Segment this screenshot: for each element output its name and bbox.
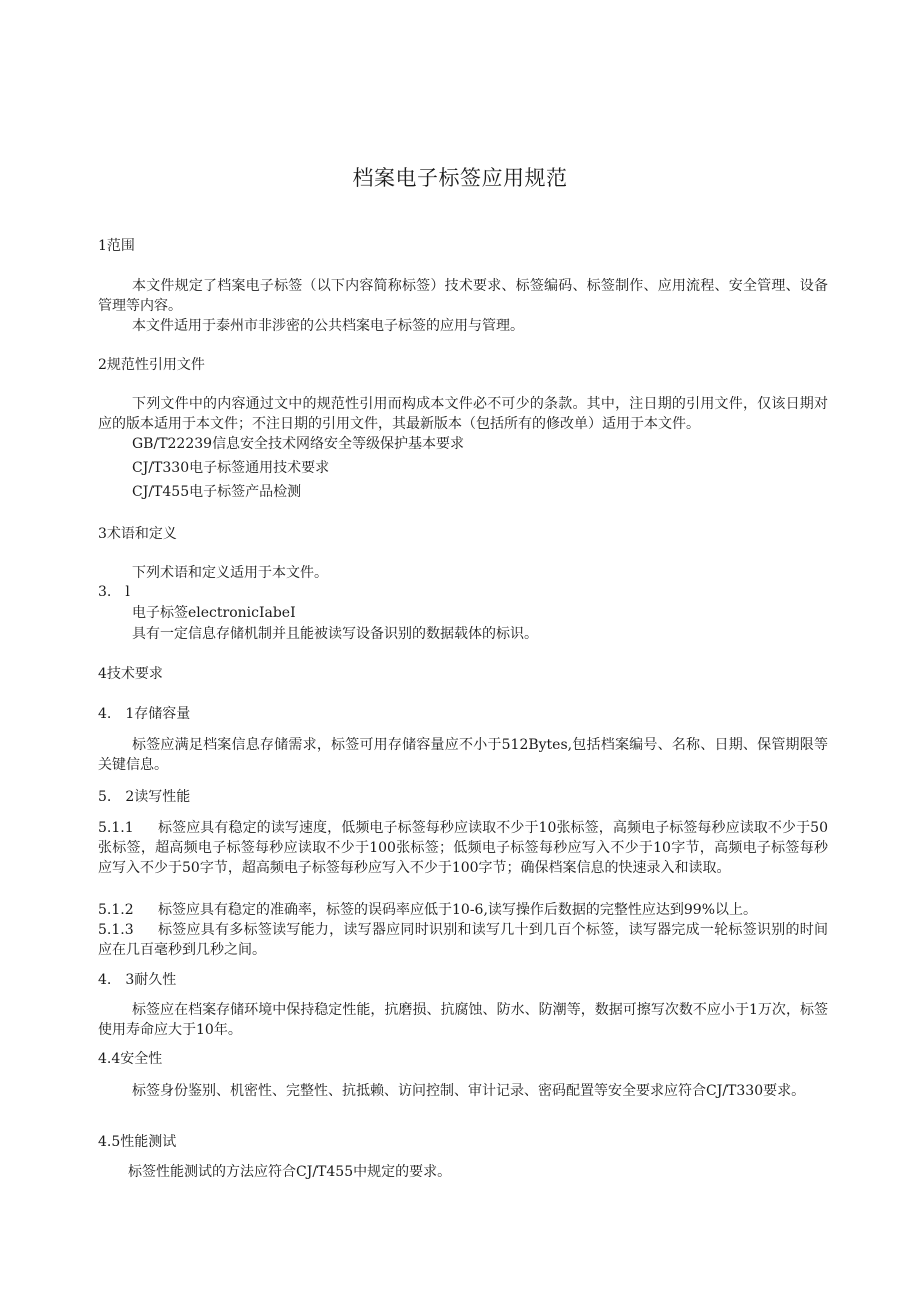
- section-4-4-heading: 4.4安全性: [98, 1051, 163, 1067]
- section-4-5-heading: 4.5性能测试: [98, 1134, 177, 1150]
- clause-number: 5.1.1: [98, 820, 134, 836]
- section-2-paragraph-1: 下列文件中的内容通过文中的规范性引用而构成本文件必不可少的条款。其中，注日期的引用文件，仅该日期对应的版本适用于本文件；不注日期的引用文件，其最新版本（包括所有的修改单）适用于本文件。: [98, 396, 828, 432]
- section-4-1-heading: 4. 1存储容量: [98, 706, 191, 722]
- section-1-heading: 1范围: [98, 238, 135, 254]
- document-title: 档案电子标签应用规范: [352, 166, 568, 190]
- section-3-paragraph-1: 下列术语和定义适用于本文件。: [132, 565, 328, 581]
- section-4-5-paragraph: 标签性能测试的方法应符合CJ/T455中规定的要求。: [128, 1164, 452, 1180]
- clause-5-1-3: [98, 920, 828, 960]
- clause-number: 5.1.3: [98, 922, 134, 938]
- reference-item: CJ/T455电子标签产品检测: [132, 484, 302, 500]
- clause-number: 5.1.2: [98, 902, 134, 918]
- section-4-heading: 4技术要求: [98, 666, 163, 682]
- section-1-paragraph-2: 本文件适用于泰州市非涉密的公共档案电子标签的应用与管理。: [132, 318, 524, 334]
- term-name: 电子标签electronicIabeI: [132, 605, 296, 621]
- section-2-heading: 2规范性引用文件: [98, 357, 205, 373]
- section-1-paragraph-1: 本文件规定了档案电子标签（以下内容简称标签）技术要求、标签编码、标签制作、应用流程、安全管理、设备管理等内容。: [98, 278, 828, 314]
- section-4-3-paragraph: 标签应在档案存储环境中保持稳定性能，抗磨损、抗腐蚀、防水、防潮等，数据可擦写次数不应小于1万次，标签使用寿命应大于10年。: [98, 1002, 828, 1038]
- reference-item: CJ/T330电子标签通用技术要求: [132, 460, 330, 476]
- section-4-3-heading: 4. 3耐久性: [98, 972, 177, 988]
- clause-5-1-1: [98, 818, 828, 878]
- section-4-4-paragraph: 标签身份鉴别、机密性、完整性、抗抵赖、访问控制、审计记录、密码配置等安全要求应符合CJ/T330要求。: [132, 1083, 806, 1099]
- term-number: 3. l: [98, 584, 130, 600]
- term-definition: 具有一定信息存储机制并且能被读写设备识别的数据载体的标识。: [132, 626, 538, 642]
- section-4-1-paragraph: 标签应满足档案信息存储需求，标签可用存储容量应不小于512Bytes,包括档案编号、名称、日期、保管期限等关键信息。: [98, 737, 828, 773]
- clause-5-1-2: [98, 900, 828, 920]
- clause-text: 标签应具有稳定的准确率，标签的误码率应低于10-6,读写操作后数据的完整性应达到99%以上。: [158, 902, 758, 918]
- section-3-heading: 3术语和定义: [98, 526, 177, 542]
- section-4-2-heading: 5. 2读写性能: [98, 789, 191, 805]
- clause-text: 标签应具有稳定的读写速度，低频电子标签每秒应读取不少于10张标签，高频电子标签每秒应读取不少于50张标签，超高频电子标签每秒应读取不少于100张标签；低频电子标签每秒应写入不少于10字节，高频电子标签每秒应写入不少于50字节，超高频电子标签每秒应写入不少于100字节；确保档案信息的快速录入和读取。: [98, 820, 828, 876]
- reference-item: GB/T22239信息安全技术网络安全等级保护基本要求: [132, 436, 465, 452]
- clause-text: 标签应具有多标签读写能力，读写器应同时识别和读写几十到几百个标签，读写器完成一轮标签识别的时间应在几百毫秒到几秒之间。: [98, 922, 828, 958]
